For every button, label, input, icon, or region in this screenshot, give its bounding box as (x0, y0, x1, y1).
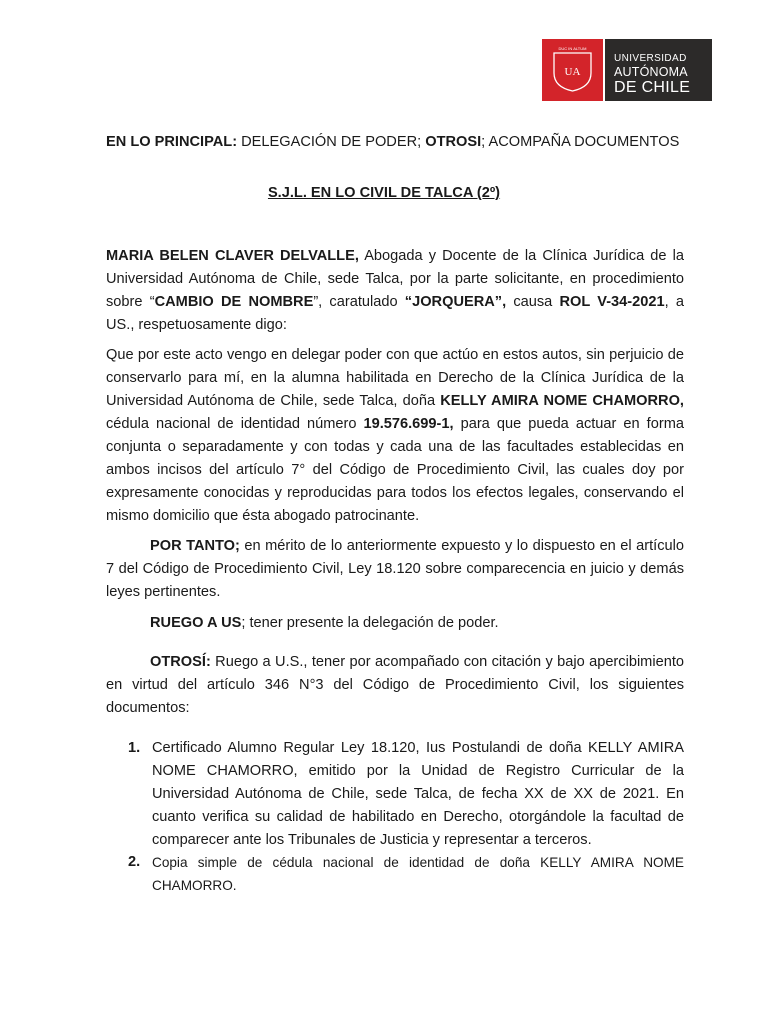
paragraph-text: ”, caratulado (313, 294, 405, 310)
paragraph-text: para que pueda actuar en forma conjunta o separadamente y con todas y cada una de las facultades establecidas en ambos incisos del artículo 7° del Código de Procedimiento Civil, las cuales doy por expresamente conocidas y reproducidas para todos los efectos legales, conservando el mismo domicilio que ésta abogado patrocinante. (106, 416, 684, 524)
sumilla-otrosi-label: OTROSI (425, 134, 482, 150)
emblem-text: UA (564, 66, 581, 78)
list-item-text: Certificado Alumno Regular Ley 18.120, Ius Postulandi de doña KELLY AMIRA NOME CHAMORRO, emitido por la Unidad de Registro Curricular de la Universidad Autónoma de Chile, sede Talca, de fecha XX de XX de 2021. En cuanto verifica su calidad de habilitado en Derecho, otorgándole la facultad de comparecer ante los Tribunales de Justicia y representar a terceros. (152, 740, 684, 848)
paragraph-text: , a US., respetuosamente digo: (106, 294, 684, 333)
delegation-paragraph (106, 344, 684, 528)
student-name: KELLY AMIRA NOME CHAMORRO, (440, 393, 684, 409)
case-caption: “JORQUERA”, (404, 294, 507, 310)
sumilla-otrosi-text: ; ACOMPAÑA DOCUMENTOS (481, 134, 680, 150)
list-item-text: Copia simple de cédula nacional de identidad de doña KELLY AMIRA NOME CHAMORRO. (152, 855, 684, 893)
logo-line-1: UNIVERSIDAD (614, 53, 687, 64)
appearance-paragraph (106, 245, 684, 337)
logo-line-3: DE CHILE (614, 79, 691, 96)
student-id-number: 19.576.699-1, (363, 416, 454, 432)
paragraph-text: Que por este acto vengo en delegar poder con que actúo en estos autos, sin perjuicio de conservarlo para mí, en la alumna habilitada en Derecho de la Clínica Jurídica de la Universidad Autónoma de Chile, sede Talca, doña (106, 347, 684, 409)
procedure-name: CAMBIO DE NOMBRE (154, 294, 314, 310)
por-tanto-label: POR TANTO; (150, 538, 240, 554)
ruego-paragraph (106, 612, 684, 635)
paragraph-text: Ruego a U.S., tener por acompañado con citación y bajo apercibimiento en virtud del artículo 346 N°3 del Código de Procedimiento Civil, los siguientes documentos: (106, 654, 684, 716)
list-item (106, 851, 684, 897)
emblem-arc-text: DUC IN ALTUM (558, 46, 587, 51)
paragraph-text: causa (506, 294, 560, 310)
sumilla (106, 133, 684, 151)
paragraph-text: en mérito de lo anteriormente expuesto y lo dispuesto en el artículo 7 del Código de Procedimiento Civil, Ley 18.120 sobre comparecencia en juicio y demás leyes pertinentes. (106, 538, 685, 600)
por-tanto-paragraph (106, 535, 684, 604)
case-number: ROL V-34-2021 (559, 294, 665, 310)
list-item-number: 1. (128, 740, 141, 756)
list-item-number: 2. (128, 854, 141, 870)
paragraph-text: ; tener presente la delegación de poder. (241, 615, 499, 631)
shield-icon (550, 45, 595, 93)
paragraph-text: cédula nacional de identidad número (106, 416, 364, 432)
university-logo-emblem (542, 39, 603, 101)
sumilla-principal-text: DELEGACIÓN DE PODER; (237, 134, 426, 150)
otrosi-label: OTROSÍ: (150, 654, 211, 670)
logo-line-2: AUTÓNOMA (614, 65, 688, 79)
university-logo-wordmark (605, 39, 712, 101)
otrosi-paragraph (106, 651, 684, 720)
attorney-name: MARIA BELEN CLAVER DELVALLE, (106, 248, 359, 264)
list-item (106, 737, 684, 852)
court-heading: S.J.L. EN LO CIVIL DE TALCA (2º) (267, 185, 501, 201)
sumilla-principal-label: EN LO PRINCIPAL: (106, 134, 238, 150)
paragraph-text: Abogada y Docente de la Clínica Jurídica de la Universidad Autónoma de Chile, sede Talca, por la parte solicitante, en procedimiento sobre “ (106, 248, 684, 310)
ruego-label: RUEGO A US (150, 615, 242, 631)
